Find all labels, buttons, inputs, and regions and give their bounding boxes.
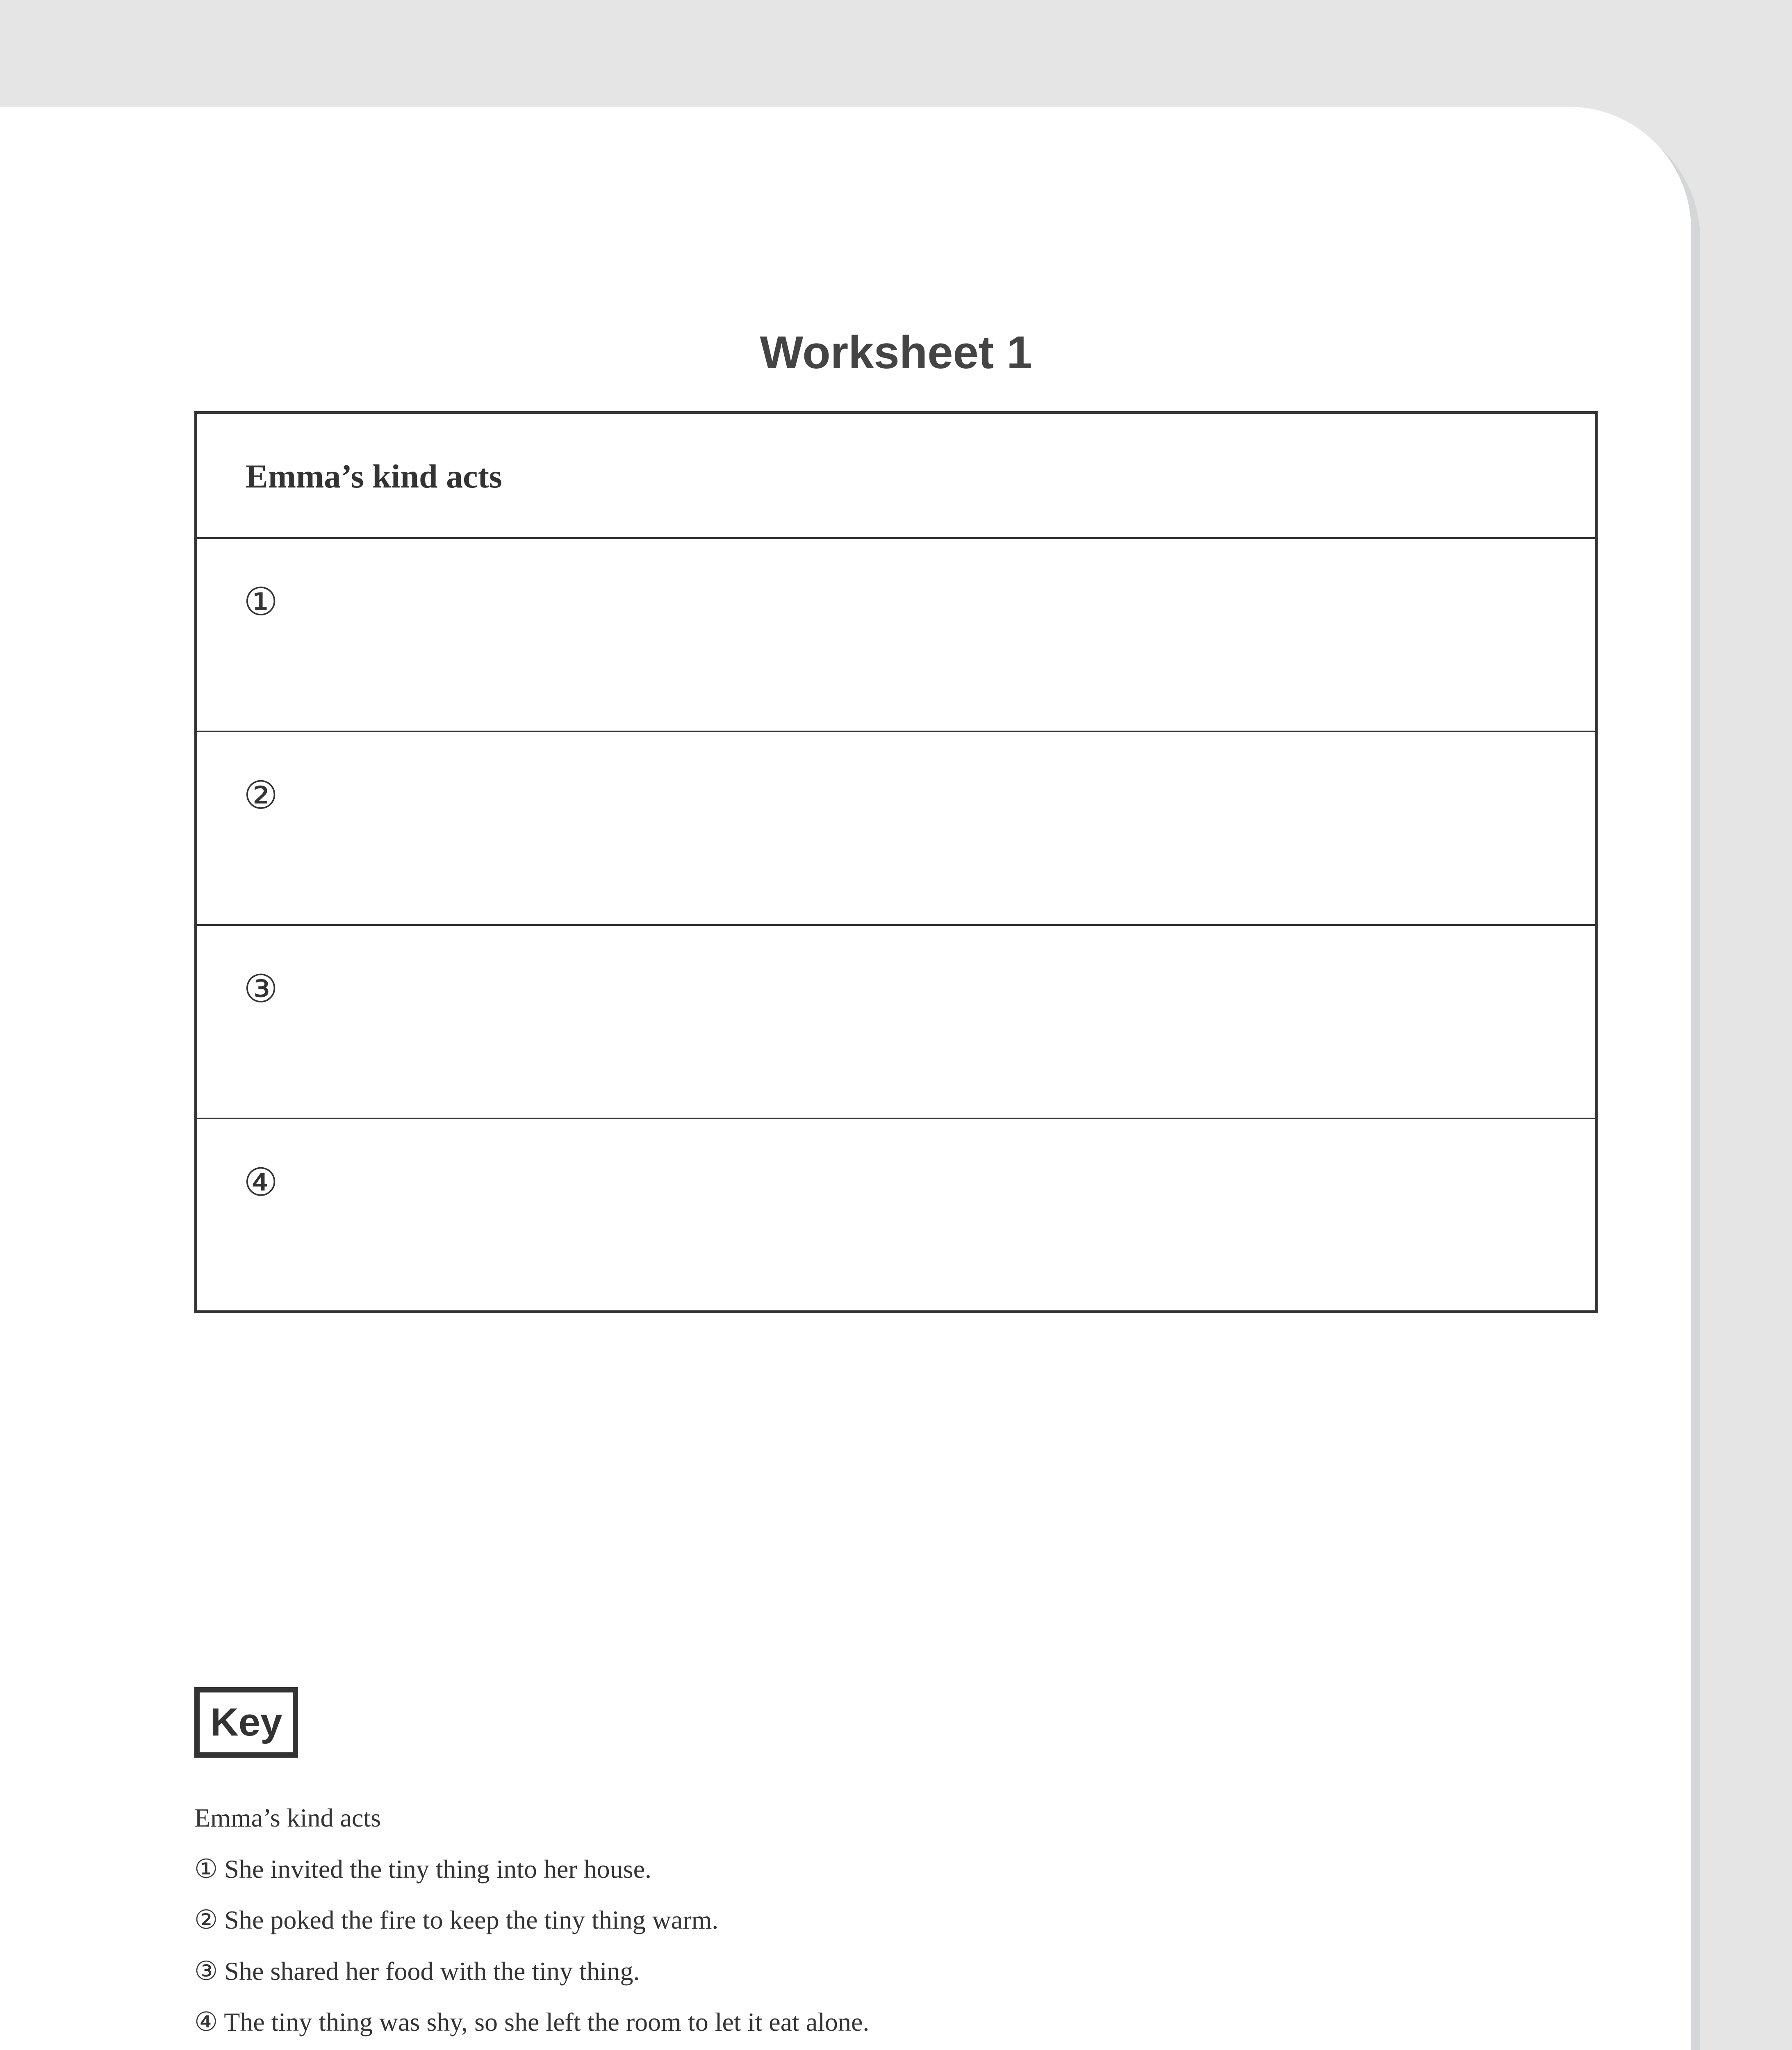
answer-row-4[interactable]: [197, 1119, 1595, 1310]
answer-key-number: ①: [194, 1854, 218, 1884]
answer-key-number: ③: [194, 1956, 218, 1986]
answer-key-text: The tiny thing was shy, so she left the room to let it eat alone.: [224, 2007, 870, 2036]
kind-acts-table: [194, 411, 1598, 1313]
answer-key-item-2: [194, 1895, 1588, 1946]
row-number-2: ②: [244, 773, 278, 818]
page-title: Worksheet 1: [760, 327, 1032, 378]
row-number-3: ③: [244, 967, 278, 1011]
answer-key-number: ④: [194, 2007, 218, 2037]
answer-key-list: [194, 1793, 1588, 2048]
answer-key-text: She shared her food with the tiny thing.: [224, 1956, 640, 1986]
answer-key-text: She poked the fire to keep the tiny thing warm.: [224, 1905, 719, 1934]
answer-key-number: ②: [194, 1905, 218, 1935]
key-label-box: Key: [194, 1687, 298, 1758]
table-header-label: Emma’s kind acts: [246, 458, 502, 495]
row-number-4: ④: [244, 1160, 278, 1205]
answer-key-item-4: [194, 1997, 1588, 2048]
table-header-row: [197, 414, 1595, 539]
answer-row-1[interactable]: [197, 539, 1595, 732]
answer-key-text: She invited the tiny thing into her house.: [224, 1854, 652, 1884]
row-number-1: ①: [244, 580, 278, 624]
answer-key-item-3: [194, 1946, 1588, 1997]
answer-row-3[interactable]: [197, 926, 1595, 1119]
answer-key-heading: Emma’s kind acts: [194, 1803, 381, 1832]
answer-key-item-1: [194, 1844, 1588, 1895]
answer-row-2[interactable]: [197, 732, 1595, 926]
